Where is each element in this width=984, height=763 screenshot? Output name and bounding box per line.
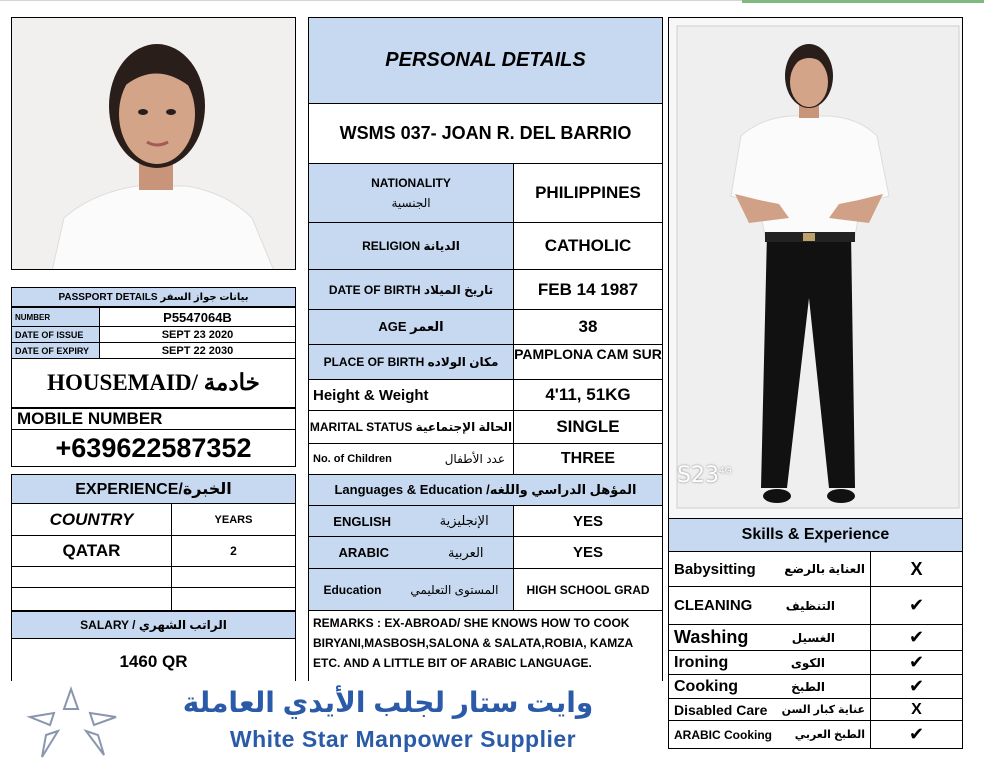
experience-years-cell: 2 <box>171 535 296 567</box>
height-weight-value: 4'11, 51KG <box>513 379 663 411</box>
mobile-value: +639622587352 <box>11 429 296 467</box>
full-body-photo <box>668 17 963 519</box>
marital-status-value: SINGLE <box>513 410 663 444</box>
skill-mark-babysitting: X <box>870 551 963 587</box>
position-title: HOUSEMAID/ خادمة <box>11 358 296 408</box>
experience-years-cell <box>171 587 296 611</box>
marital-status-label: MARITAL STATUS الحالة الإجتماعية <box>308 410 514 444</box>
candidate-name: WSMS 037- JOAN R. DEL BARRIO <box>308 103 663 164</box>
experience-header: EXPERIENCE/الخبرة <box>11 474 296 504</box>
skill-mark-ironing: ✔ <box>870 650 963 675</box>
skill-label-cooking: Cooking الطبخ <box>668 674 871 699</box>
skill-mark-cooking: ✔ <box>870 674 963 699</box>
religion-label: RELIGION الديانة <box>308 222 514 270</box>
skill-mark-cleaning: ✔ <box>870 586 963 625</box>
personal-details-title: PERSONAL DETAILS <box>308 17 663 104</box>
dob-value: FEB 14 1987 <box>513 269 663 310</box>
dob-label: DATE OF BIRTH تاريخ الميلاد <box>308 269 514 310</box>
mobile-label: MOBILE NUMBER <box>11 408 296 430</box>
skill-mark-washing: ✔ <box>870 624 963 651</box>
place-of-birth-value: PAMPLONA CAM SUR <box>513 344 663 380</box>
languages-header: Languages & Education /المؤهل الدراسي واللغه <box>308 474 663 506</box>
place-of-birth-label: PLACE OF BIRTH مكان الولاده <box>308 344 514 380</box>
religion-value: CATHOLIC <box>513 222 663 270</box>
experience-country-cell <box>11 566 172 588</box>
salary-label: SALARY / الراتب الشهري <box>11 611 296 639</box>
arabic-value: YES <box>513 536 663 569</box>
salary-value: 1460 QR <box>11 638 296 684</box>
experience-country-cell <box>11 587 172 611</box>
experience-country-cell: QATAR <box>11 535 172 567</box>
date-of-issue-value: SEPT 23 2020 <box>99 326 296 343</box>
passport-number-value: P5547064B <box>99 307 296 327</box>
nationality-label: NATIONALITY الجنسية <box>308 163 514 223</box>
children-value: THREE <box>513 443 663 475</box>
education-value: HIGH SCHOOL GRAD <box>513 568 663 611</box>
children-label: No. of Children عدد الأطفال <box>308 443 514 475</box>
passport-number-label: NUMBER <box>11 307 100 327</box>
skill-label-washing: Washing الغسيل <box>668 624 871 651</box>
skills-header: Skills & Experience <box>668 518 963 552</box>
experience-col-years: YEARS <box>171 503 296 536</box>
skill-label-cleaning: CLEANING التنظيف <box>668 586 871 625</box>
skill-label-arabic-cooking: ARABIC Cooking الطبخ العربي <box>668 720 871 749</box>
education-label: Education المستوى التعليمي <box>308 568 514 611</box>
arabic-label: ARABIC العربية <box>308 536 514 569</box>
age-label: AGE العمر <box>308 309 514 345</box>
height-weight-label: Height & Weight <box>308 379 514 411</box>
remarks: REMARKS : EX-ABROAD/ SHE KNOWS HOW TO COOK BIRYANI,MASBOSH,SALONA & SALATA,ROBIA, KAMZA ETC. AND A LITTLE BIT OF ARABIC LANGUAGE. <box>308 610 663 684</box>
headshot-photo <box>11 17 296 270</box>
english-value: YES <box>513 505 663 537</box>
experience-years-cell <box>171 566 296 588</box>
age-value: 38 <box>513 309 663 345</box>
skill-label-disabled-care: Disabled Care عناية كبار السن <box>668 698 871 721</box>
skill-mark-arabic-cooking: ✔ <box>870 720 963 749</box>
nationality-value: PHILIPPINES <box>513 163 663 223</box>
skill-label-babysitting: Babysitting العناية بالرضع <box>668 551 871 587</box>
skill-mark-disabled-care: X <box>870 698 963 721</box>
company-banner <box>8 681 663 762</box>
camera-watermark: $S23^{4G}$ <box>677 463 732 488</box>
experience-col-country: COUNTRY <box>11 503 172 536</box>
star-logo-icon <box>16 683 126 763</box>
company-name-arabic: وايت ستار لجلب الأيدي العاملة <box>182 687 594 718</box>
date-of-issue-label: DATE OF ISSUE <box>11 326 100 343</box>
date-of-expiry-label: DATE OF EXPIRY <box>11 342 100 359</box>
company-name-english: White Star Manpower Supplier <box>229 726 577 752</box>
date-of-expiry-value: SEPT 22 2030 <box>99 342 296 359</box>
english-label: ENGLISH الإنجليزية <box>308 505 514 537</box>
skill-label-ironing: Ironing الكوى <box>668 650 871 675</box>
passport-header: PASSPORT DETAILS بيانات جواز السفر <box>11 287 296 307</box>
